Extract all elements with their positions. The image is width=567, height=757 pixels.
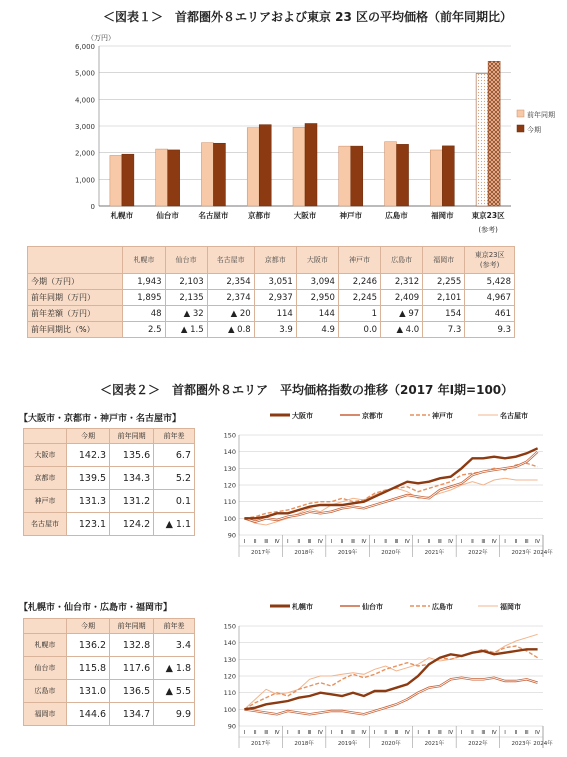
col-header: 今期 [67,429,110,444]
table-cell: 1,943 [123,274,165,290]
bar [442,146,454,206]
x-tick-label: Ⅰ [417,539,419,545]
col-header: 神戸市 [338,247,380,274]
x-tick-label: Ⅲ [351,730,355,736]
y-tick-label: 120 [223,672,236,681]
x-tick-label: Ⅳ [361,539,367,545]
x-tick-label: 名古屋市 [198,211,229,220]
legend-label: 大阪市 [292,412,313,420]
x-tick-label: Ⅰ [460,539,463,545]
table-cell: 2,103 [165,274,207,290]
table-cell: 4,967 [465,290,515,306]
figure2-title: ＜図表２＞ 首都圏外８エリア 平均価格指数の推移（2017 年Ⅰ期=100） [100,383,514,397]
y-tick-label: 100 [223,514,236,523]
x-tick-label: Ⅳ [404,730,410,736]
y-tick-label: 110 [223,689,236,698]
year-label: 2018年 [294,741,314,747]
col-header: 札幌市 [123,247,165,274]
table-row [24,703,195,726]
x-tick-label: Ⅰ [504,539,506,545]
table-cell: 2,246 [338,274,380,290]
table-cell: 1,895 [123,290,165,306]
table-cell: 4.9 [296,322,338,338]
x-tick-label: Ⅰ [330,539,333,545]
table-cell: 144 [296,306,338,322]
series-line [244,649,537,709]
x-tick-label: Ⅳ [491,730,497,736]
row-label: 今期（万円） [28,274,123,290]
y-tick-label: 3,000 [74,123,95,131]
table-cell: 2,245 [338,290,380,306]
year-label: 2019年 [337,741,358,747]
x-tick-label: Ⅱ [427,730,431,736]
bar [351,146,363,206]
table-cell: 154 [423,306,465,322]
x-tick-label: Ⅲ [264,730,269,736]
table-cell: 6.7 [154,444,195,467]
bar [397,144,409,206]
y-tick-label: 150 [223,431,236,440]
x-tick-label: Ⅱ [297,539,301,545]
table-cell: 134.3 [110,467,154,490]
col-header-tokyo [465,247,515,274]
table-cell: 114 [254,306,296,322]
legend-label: 仙台市 [362,603,383,611]
year-label: 2020年 [381,550,401,556]
table-cell: 461 [465,306,515,322]
x-tick-label: Ⅲ [307,730,312,736]
x-tick-label: Ⅳ [317,539,323,545]
bar [305,123,317,206]
row-label: 前年差額（万円） [28,306,123,322]
table-row [24,513,195,536]
row-label: 京都市 [24,467,67,490]
year-label: 2023年 [511,550,532,556]
bar [476,74,488,206]
year-label: 2022年 [468,741,488,747]
x-tick-label: Ⅱ [253,730,257,736]
table-cell: 3.4 [154,634,195,657]
table-cell: 2,101 [423,290,465,306]
table-cell: 48 [123,306,165,322]
x-tick-label: 福岡市 [431,211,454,220]
x-tick-label: 京都市 [247,211,271,220]
bar [385,142,397,206]
table-cell: 5.2 [154,467,195,490]
group2-subtitle: 【札幌市・仙台市・広島市・福岡市】 [19,603,173,613]
x-tick-label: Ⅲ [524,730,529,736]
x-tick-label: Ⅲ [481,539,486,545]
x-tick-label: Ⅲ [351,539,355,545]
table-cell: 2,135 [165,290,207,306]
x-tick-label: Ⅳ [274,730,280,736]
y-tick-label: 100 [223,705,236,714]
col-header: 前年同期 [110,429,154,444]
row-label: 広島市 [24,680,67,703]
legend-swatch [517,125,524,132]
col-header: 東京23区 [474,251,505,259]
table-cell: 117.6 [110,657,154,680]
table-cell: 131.0 [67,680,110,703]
year-label: 2021年 [424,550,445,556]
bar [201,143,213,206]
x-tick-label: Ⅱ [384,539,387,545]
table-cell: 3.9 [254,322,296,338]
table-cell: 2,374 [207,290,254,306]
col-header: 大阪市 [296,247,338,274]
x-tick-label: Ⅰ [504,730,506,736]
table-row [24,657,195,680]
x-tick-label: Ⅰ [373,730,376,736]
table-row [28,322,515,338]
year-label: 2022年 [468,550,488,556]
x-tick-label: Ⅰ [287,539,289,545]
year-label: 2020年 [381,741,401,747]
series-line-inner [244,452,537,522]
bar [168,150,180,206]
x-tick-label: Ⅳ [535,730,541,736]
x-tick-label: Ⅰ [417,730,419,736]
bar [259,125,271,206]
figure1-title: ＜図表１＞ 首都圏外８エリアおよび東京 23 区の平均価格（前年同期比） [103,10,513,24]
x-tick-label: Ⅱ [514,730,518,736]
table-cell: 144.6 [67,703,110,726]
x-tick-label: Ⅳ [448,539,454,545]
x-tick-label: Ⅲ [307,539,312,545]
table-cell: 139.5 [67,467,110,490]
y-tick-label: 120 [223,481,236,490]
table-cell: 2,409 [381,290,423,306]
x-tick-label: Ⅲ [437,539,442,545]
legend-label: 名古屋市 [500,412,528,420]
col-header: 名古屋市 [207,247,254,274]
col-header: 今期 [67,619,110,634]
table-cell: 2.5 [123,322,165,338]
legend-swatch [517,110,524,117]
table-cell: ▲ 5.5 [154,680,195,703]
row-label: 神戸市 [24,490,67,513]
x-tick-label: 東京23区 [471,211,505,220]
table-cell: 136.2 [67,634,110,657]
table-cell: 131.2 [110,490,154,513]
x-tick-label: Ⅱ [340,539,344,545]
table-cell: 136.5 [110,680,154,703]
table-cell: 0.1 [154,490,195,513]
row-label: 仙台市 [24,657,67,680]
y-tick-label: 2,000 [74,149,95,158]
table-row [28,290,515,306]
legend-label: 札幌市 [292,603,313,611]
row-label: 名古屋市 [24,513,67,536]
col-header: 福岡市 [423,247,465,274]
table-cell: 1 [338,306,380,322]
x-tick-label: Ⅲ [481,730,486,736]
table-cell: 115.8 [67,657,110,680]
bar [122,154,134,206]
series-line [244,634,537,709]
series-line [244,448,537,518]
x-tick-label: Ⅲ [437,730,442,736]
x-tick-label: 仙台市 [156,211,179,220]
x-tick-label: Ⅲ [524,539,529,545]
table-cell: 135.6 [110,444,154,467]
x-tick-label: Ⅱ [471,539,474,545]
table-cell: 142.3 [67,444,110,467]
x-tick-label: 神戸市 [339,211,363,220]
bar [247,128,259,206]
x-tick-label: Ⅳ [491,539,497,545]
x-tick-label: Ⅰ [243,539,246,545]
year-label: 2019年 [337,550,358,556]
legend-label: 福岡市 [500,603,521,611]
group2-table [23,618,195,726]
bar [293,127,305,206]
y-tick-label: 130 [223,464,236,473]
row-label: 前年同期（万円） [28,290,123,306]
table-cell: 132.8 [110,634,154,657]
table-cell: 2,937 [254,290,296,306]
table-cell: 3,051 [254,274,296,290]
table-cell: 5,428 [465,274,515,290]
table-row [24,467,195,490]
table-cell: ▲ 20 [207,306,254,322]
x-tick-label: Ⅰ [330,730,333,736]
table-cell: 131.3 [67,490,110,513]
row-label: 札幌市 [24,634,67,657]
bar [110,155,122,206]
x-tick-label: Ⅲ [264,539,269,545]
legend-label: 前年同期 [527,111,555,119]
table-row [24,490,195,513]
year-label: 2021年 [424,741,445,747]
table-cell: ▲ 1.5 [165,322,207,338]
figure1-bar-chart [0,28,567,240]
group1-table [23,428,195,536]
x-tick-label: Ⅰ [373,539,376,545]
y-tick-label: 150 [223,622,236,631]
year-label: 2024年 [533,741,553,747]
table-cell: ▲ 4.0 [381,322,423,338]
group2-line-chart [210,596,562,754]
table-cell: ▲ 97 [381,306,423,322]
group1-subtitle: 【大阪市・京都市・神戸市・名古屋市】 [19,414,182,424]
x-tick-label: Ⅱ [384,730,387,736]
year-label: 2023年 [511,741,532,747]
bar [339,146,351,206]
table-cell: 9.3 [465,322,515,338]
legend-label: 神戸市 [432,412,453,420]
table-row [28,306,515,322]
year-label: 2017年 [250,741,271,747]
x-tick-label: Ⅳ [404,539,410,545]
x-tick-label: Ⅱ [297,730,301,736]
bar [213,143,225,206]
x-tick-label: Ⅰ [287,730,289,736]
x-tick-label: 広島市 [385,211,408,220]
series-line [244,452,537,522]
group1-line-chart [210,405,562,563]
y-tick-label: 90 [227,531,236,540]
col-header: 京都市 [254,247,296,274]
year-label: 2018年 [294,550,314,556]
table-cell: ▲ 0.8 [207,322,254,338]
table-cell: 134.7 [110,703,154,726]
legend-label: 京都市 [362,412,383,420]
y-tick-label: 4,000 [74,96,95,105]
table-row [24,634,195,657]
table-cell: 2,255 [423,274,465,290]
x-tick-label: 大阪市 [293,211,317,220]
x-tick-label: Ⅳ [361,730,367,736]
x-tick-label: Ⅱ [471,730,474,736]
table-cell: 2,950 [296,290,338,306]
col-header: 前年差 [154,619,195,634]
table-cell: 2,354 [207,274,254,290]
figure1-table [27,246,515,338]
y-tick-label: 5,000 [74,69,95,78]
table-cell: 124.2 [110,513,154,536]
table-cell: 0.0 [338,322,380,338]
y-tick-label: 130 [223,655,236,664]
row-label: 福岡市 [24,703,67,726]
legend-label: 広島市 [432,603,453,611]
year-label: 2017年 [250,550,271,556]
table-row [28,274,515,290]
year-label: 2024年 [533,550,553,556]
y-tick-label: 140 [223,639,236,648]
row-label: 前年同期比（%） [28,322,123,338]
y-tick-label: 90 [227,722,236,731]
x-tick-label: 札幌市 [110,211,134,220]
y-tick-label: 0 [90,203,95,211]
x-tick-label: Ⅱ [514,539,518,545]
row-label: 大阪市 [24,444,67,467]
x-tick-label: Ⅳ [274,539,280,545]
col-header-note: (参考) [479,261,500,269]
bar [156,149,168,206]
table-cell: 3,094 [296,274,338,290]
y-unit: （万円） [87,34,115,42]
x-tick-note: (参考) [478,226,498,234]
x-tick-label: Ⅰ [460,730,463,736]
x-tick-label: Ⅳ [535,539,541,545]
x-tick-label: Ⅱ [340,730,344,736]
x-tick-label: Ⅱ [253,539,257,545]
table-row [24,444,195,467]
bar [430,150,442,206]
col-header: 前年差 [154,429,195,444]
table-cell: 123.1 [67,513,110,536]
x-tick-label: Ⅳ [448,730,454,736]
table-cell: ▲ 32 [165,306,207,322]
x-tick-label: Ⅱ [427,539,431,545]
table-cell: ▲ 1.1 [154,513,195,536]
table-cell: 2,312 [381,274,423,290]
col-header: 広島市 [381,247,423,274]
col-header: 前年同期 [110,619,154,634]
table-cell: 7.3 [423,322,465,338]
col-header: 仙台市 [165,247,207,274]
y-tick-label: 110 [223,498,236,507]
table-row [24,680,195,703]
table-cell: 9.9 [154,703,195,726]
y-tick-label: 6,000 [74,43,95,51]
x-tick-label: Ⅲ [394,539,399,545]
table-cell: ▲ 1.8 [154,657,195,680]
series-line [244,463,537,518]
x-tick-label: Ⅳ [317,730,323,736]
y-tick-label: 140 [223,448,236,457]
legend-label: 今期 [527,126,541,134]
x-tick-label: Ⅰ [243,730,246,736]
y-tick-label: 1,000 [74,176,95,185]
bar [488,61,500,206]
x-tick-label: Ⅲ [394,730,399,736]
